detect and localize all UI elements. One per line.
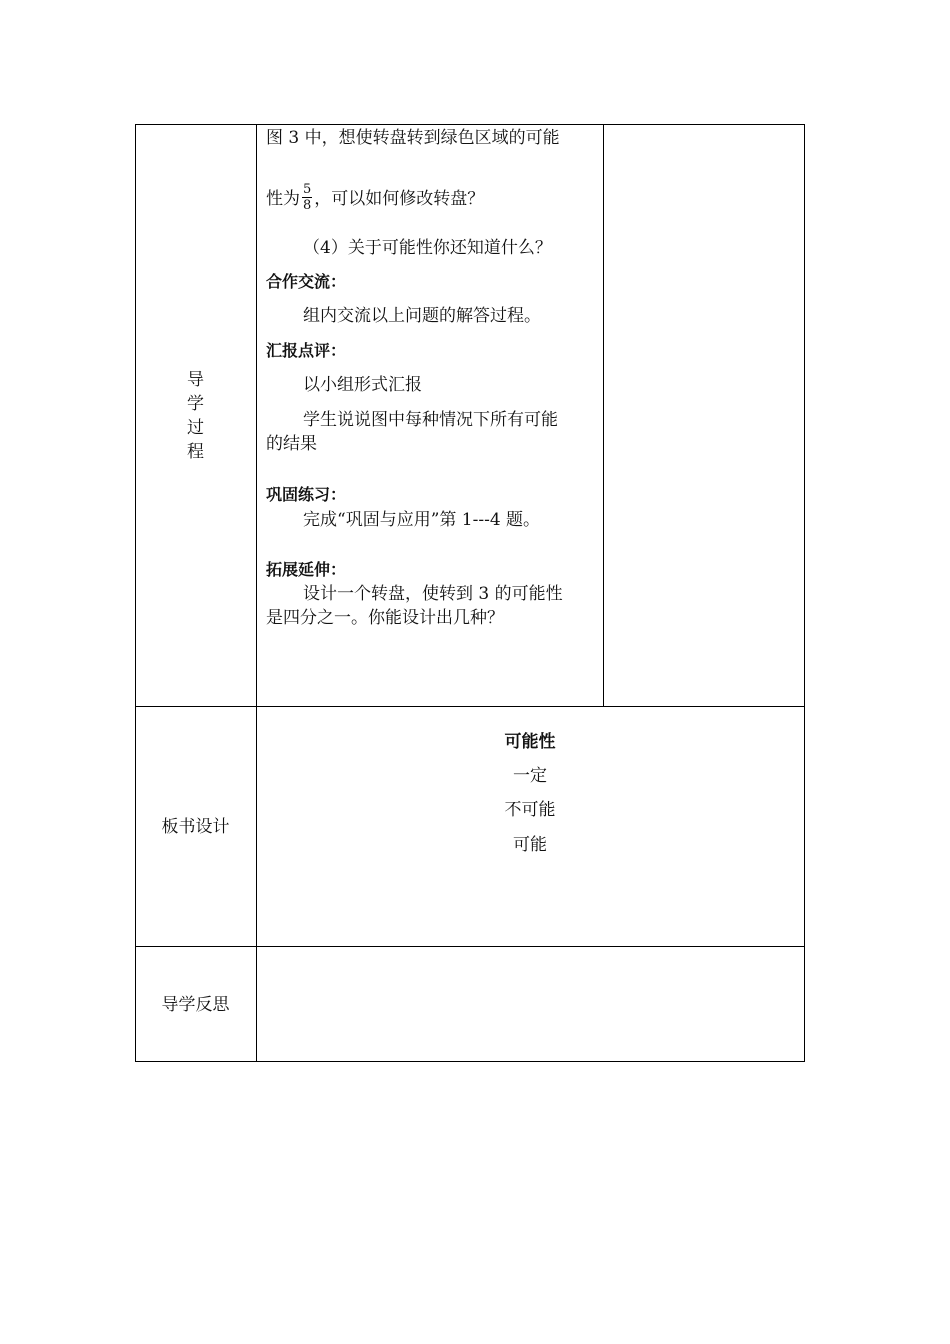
- fraction-five-eighths: [302, 182, 312, 213]
- section-title-tuozhan: 拓展延伸：: [266, 560, 347, 579]
- label-char: 学: [187, 394, 204, 414]
- section-title-gonggu: 巩固练习：: [266, 485, 347, 504]
- row-divider-1: [135, 706, 805, 707]
- label-char: 导: [187, 370, 204, 390]
- fraction-numerator: 5: [303, 182, 312, 197]
- section-text-gonggu: 完成“巩固与应用”第 1---4 题。: [303, 510, 541, 530]
- row-divider-2: [135, 946, 805, 947]
- section-title-hezuo: 合作交流：: [266, 272, 347, 291]
- section-title-huibao: 汇报点评：: [266, 341, 347, 360]
- text-suffix: ，可以如何修改转盘？: [314, 189, 485, 209]
- section-text-huibao-2b: 的结果: [266, 434, 317, 454]
- row-label-banshu-sheji: 板书设计: [161, 817, 230, 837]
- row-label-daoxue-guocheng: [135, 368, 256, 464]
- board-item-keneng: 可能: [513, 835, 547, 855]
- label-char: 程: [187, 442, 204, 462]
- row-label-daoxue-fansi: 导学反思: [161, 995, 230, 1015]
- text-line-1: 图 3 中，想使转盘转到绿色区域的可能: [266, 128, 560, 148]
- fraction-denominator: 8: [303, 198, 312, 213]
- question-4: （4）关于可能性你还知道什么？: [303, 238, 552, 258]
- section-text-hezuo: 组内交流以上问题的解答过程。: [303, 306, 541, 326]
- col-divider-right: [603, 124, 604, 706]
- board-item-bukeneng: 不可能: [504, 800, 556, 820]
- section-text-tuozhan-1: 设计一个转盘，使转到 3 的可能性: [303, 584, 563, 604]
- section-text-huibao-1: 以小组形式汇报: [303, 375, 422, 395]
- board-item-yiding: 一定: [513, 766, 547, 786]
- section-text-huibao-2a: 学生说说图中每种情况下所有可能: [303, 410, 558, 430]
- col-divider-left: [256, 124, 257, 1062]
- text-prefix: 性为: [266, 189, 300, 209]
- board-title: 可能性: [504, 732, 556, 752]
- label-char: 过: [187, 418, 204, 438]
- section-text-tuozhan-2: 是四分之一。你能设计出几种？: [266, 608, 504, 628]
- text-line-2: [266, 184, 484, 215]
